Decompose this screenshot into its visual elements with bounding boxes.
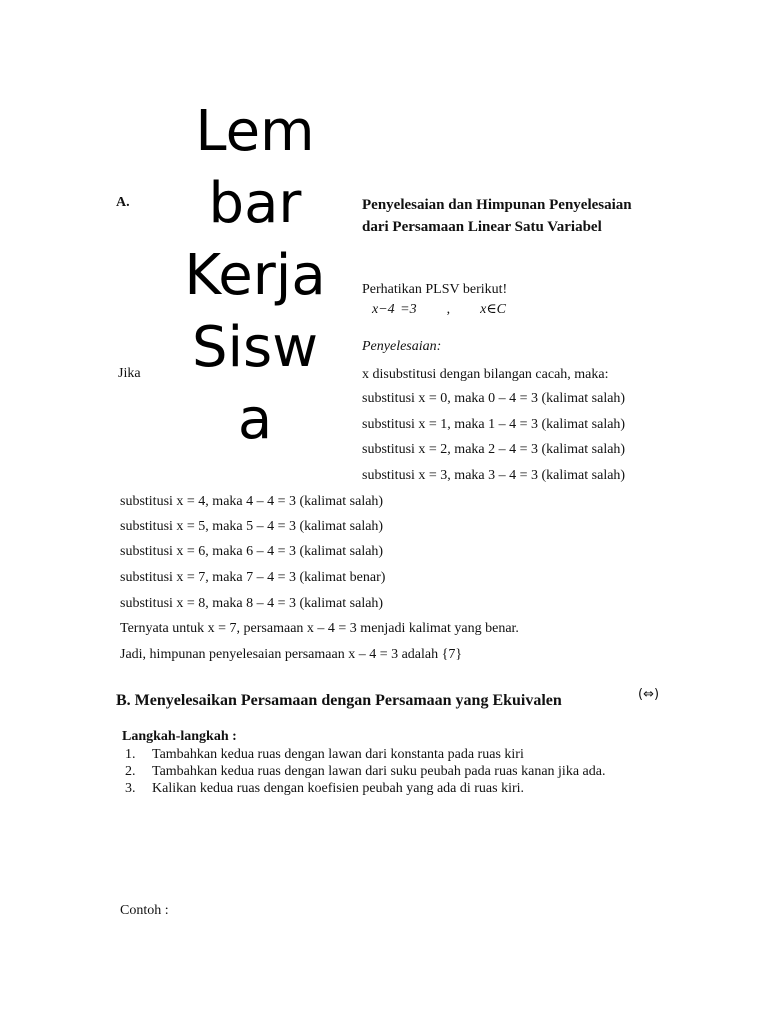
list-item [122, 763, 605, 780]
substitution-line: substitusi x = 5, maka 5 – 4 = 3 (kalimat salah) [120, 519, 384, 534]
title-line: Sisw [191, 315, 319, 380]
step-number: 3. [125, 781, 136, 796]
step-number: 1. [125, 747, 136, 762]
title-line: bar [208, 171, 302, 236]
substitution-line: substitusi x = 6, maka 6 – 4 = 3 (kalimat salah) [120, 544, 384, 559]
title-line: Kerja [184, 243, 326, 308]
substitution-line: substitusi x = 1, maka 1 – 4 = 3 (kalimat salah) [362, 417, 626, 432]
jika-label: Jika [118, 366, 141, 381]
conclusion-line: Ternyata untuk x = 7, persamaan x – 4 = 3 menjadi kalimat yang benar. [120, 621, 519, 636]
section-a-heading: Penyelesaian dan Himpunan Penyelesaian dari Persamaan Linear Satu Variabel [362, 197, 632, 235]
section-b-heading: B. Menyelesaikan Persamaan dengan Persamaan yang Ekuivalen [116, 692, 562, 709]
example-label: Contoh : [120, 903, 169, 918]
solution-set-line: Jadi, himpunan penyelesaian persamaan x – 4 = 3 adalah {7} [120, 647, 463, 662]
substitution-line: substitusi x = 4, maka 4 – 4 = 3 (kalimat salah) [120, 494, 384, 509]
title-line: a [237, 387, 273, 452]
title-line: Lem [195, 99, 315, 164]
list-item [122, 746, 605, 763]
step-text: Kalikan kedua ruas dengan koefisien peubah yang ada di ruas kiri. [152, 781, 525, 796]
step-number: 2. [125, 764, 136, 779]
equation-right: x∈C [480, 302, 507, 317]
equation-separator: , [446, 302, 451, 317]
substitution-line: substitusi x = 3, maka 3 – 4 = 3 (kalimat salah) [362, 468, 626, 483]
substitution-line: x disubstitusi dengan bilangan cacah, maka: [362, 367, 609, 382]
list-item [122, 780, 605, 797]
section-a-label: A. [116, 195, 130, 210]
substitution-line: substitusi x = 2, maka 2 – 4 = 3 (kalimat salah) [362, 442, 626, 457]
steps-title: Langkah-langkah : [122, 729, 237, 744]
solution-label: Penyelesaian: [362, 339, 442, 354]
step-text: Tambahkan kedua ruas dengan lawan dari konstanta pada ruas kiri [152, 747, 524, 762]
equivalence-symbol: (⇔) [638, 687, 660, 702]
equation-left: x−4 =3 [372, 302, 417, 317]
step-text: Tambahkan kedua ruas dengan lawan dari suku peubah pada ruas kanan jika ada. [152, 764, 606, 779]
substitution-line: substitusi x = 7, maka 7 – 4 = 3 (kalimat benar) [120, 570, 386, 585]
worksheet-title [170, 96, 340, 456]
intro-text: Perhatikan PLSV berikut! [362, 282, 508, 297]
steps-list [122, 746, 605, 797]
substitution-line: substitusi x = 0, maka 0 – 4 = 3 (kalimat salah) [362, 391, 626, 406]
equation [372, 301, 506, 318]
substitution-line: substitusi x = 8, maka 8 – 4 = 3 (kalimat salah) [120, 596, 384, 611]
